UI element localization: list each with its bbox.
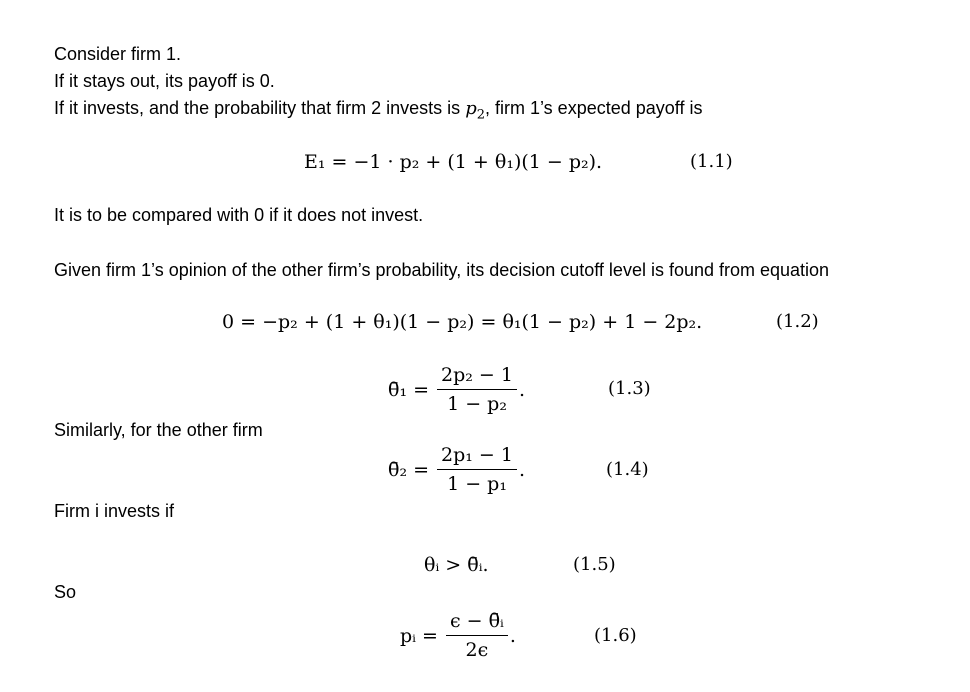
equation-1-6-period: . <box>509 624 516 647</box>
paragraph-so: So <box>54 582 77 602</box>
paragraph-invests-before: If it invests, and the probability that firm 2 invests is <box>54 98 466 118</box>
paragraph-given-firm: Given firm 1’s opinion of the other firm’s probability, its decision cutoff level is found from equation <box>54 260 830 280</box>
paragraph-compared: It is to be compared with 0 if it does not invest. <box>54 205 424 225</box>
equation-1-4-numerator: 2p₁ − 1 <box>437 443 517 470</box>
equation-1-3-lhs: θ̄₁ = <box>388 378 430 401</box>
equation-1-3 <box>388 363 525 416</box>
equation-1-4-lhs: θ̄₂ = <box>388 458 430 481</box>
equation-1-3-numerator: 2p₂ − 1 <box>437 363 517 390</box>
equation-1-4-period: . <box>518 458 526 481</box>
equation-1-6-fraction <box>446 609 508 662</box>
equation-number-1-3: (1.3) <box>608 378 651 399</box>
equation-number-1-5: (1.5) <box>573 554 616 575</box>
paragraph-similarly: Similarly, for the other firm <box>54 420 263 440</box>
paragraph-consider-firm: Consider firm 1. <box>54 44 182 64</box>
equation-1-4 <box>388 443 525 496</box>
equation-1-3-fraction <box>437 363 517 416</box>
paragraph-firm-i-invests: Firm i invests if <box>54 501 175 521</box>
paragraph-stays-out: If it stays out, its payoff is 0. <box>54 71 275 91</box>
paragraph-invests <box>54 97 702 127</box>
inline-var-p2 <box>465 98 485 123</box>
equation-1-6-numerator: ϵ − θ̄ᵢ <box>446 609 508 636</box>
equation-1-2: 0 = −p₂ + (1 + θ₁)(1 − p₂) = θ₁(1 − p₂) + 1 − 2p₂. <box>222 311 703 333</box>
equation-number-1-1: (1.1) <box>690 151 733 172</box>
paragraph-invests-after: , firm 1’s expected payoff is <box>485 98 703 118</box>
inline-var-subscript: 2 <box>476 107 485 123</box>
equation-1-6-denominator: 2ϵ <box>465 639 489 661</box>
equation-1-1: E₁ = −1 · p₂ + (1 + θ₁)(1 − p₂). <box>304 151 603 173</box>
equation-1-6-lhs: pᵢ = <box>400 624 438 647</box>
equation-1-6 <box>400 609 516 662</box>
equation-1-3-denominator: 1 − p₂ <box>447 393 507 415</box>
equation-1-5: θᵢ > θ̄ᵢ. <box>424 554 489 576</box>
equation-1-4-fraction <box>437 443 517 496</box>
equation-1-3-period: . <box>518 378 526 401</box>
equation-number-1-6: (1.6) <box>594 625 637 646</box>
inline-var-p: p <box>465 98 477 119</box>
equation-number-1-4: (1.4) <box>606 459 649 480</box>
equation-1-4-denominator: 1 − p₁ <box>447 473 507 495</box>
equation-number-1-2: (1.2) <box>776 311 819 332</box>
